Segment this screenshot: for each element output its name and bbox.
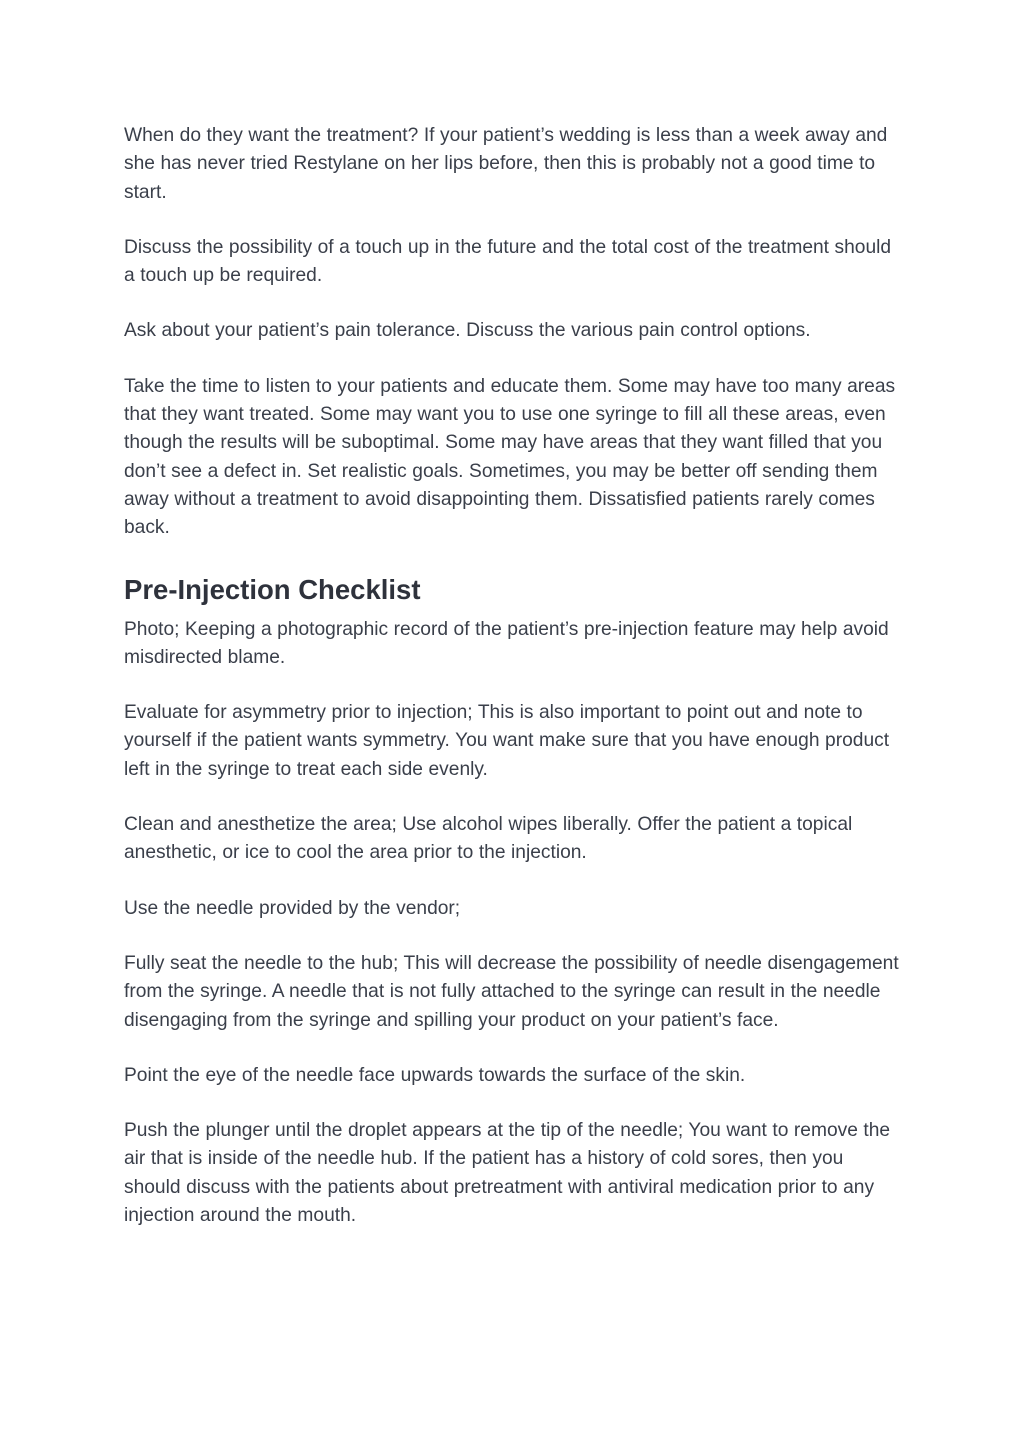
paragraph-gap (124, 868, 904, 895)
checklist-item-eye: Point the eye of the needle face upwards towards the surface of the skin. (124, 1064, 746, 1086)
checklist-item-asymmetry: Evaluate for asymmetry prior to injection; This is also important to point out and note to yourself if the patient wants symmetry. You want make sure that you have enough product left in the syringe to treat each side evenly. (124, 702, 890, 780)
paragraph-gap (124, 207, 904, 234)
paragraph-gap (124, 784, 904, 811)
intro-paragraph-listen: Take the time to listen to your patients and educate them. Some may have too many areas that they want treated. Some may want you to use one syringe to fill all these areas, even though the results will be suboptimal. Some may have areas that they want filled that you don’t see a defect in. Set realistic goals. Sometimes, you may be better off sending them away without a treatment to avoid disappointing them. Dissatisfied patients rarely comes back. (124, 375, 896, 539)
checklist-item-needle: Use the needle provided by the vendor; (124, 897, 461, 919)
checklist-item-hub: Fully seat the needle to the hub; This will decrease the possibility of needle disengagement from the syringe. A needle that is not fully attached to the syringe can result in the needle disengaging from the syringe and spilling your product on your patient’s face. (124, 952, 899, 1031)
document-page (124, 122, 904, 1230)
paragraph-gap (124, 923, 904, 950)
intro-paragraph-pain: Ask about your patient’s pain tolerance. Discuss the various pain control options. (124, 320, 811, 342)
intro-paragraph-touch-up: Discuss the possibility of a touch up in the future and the total cost of the treatment should a touch up be required. (124, 236, 892, 287)
paragraph-gap (124, 290, 904, 317)
checklist-item-photo: Photo; Keeping a photographic record of the patient’s pre-injection feature may help avoid misdirected blame. (124, 618, 889, 668)
paragraph-gap (124, 1035, 904, 1062)
checklist-item-plunger: Push the plunger until the droplet appears at the tip of the needle; You want to remove the air that is inside of the needle hub. If the patient has a history of cold sores, then you should discuss with the patients about pretreatment with antiviral medication prior to any injection around the mouth. (124, 1120, 891, 1227)
paragraph-gap (124, 543, 904, 570)
paragraph-gap (124, 1090, 904, 1117)
section-heading: Pre-Injection Checklist (124, 573, 421, 605)
paragraph-gap (124, 672, 904, 699)
paragraph-gap (124, 346, 904, 373)
checklist-item-clean: Clean and anesthetize the area; Use alcohol wipes liberally. Offer the patient a topical anesthetic, or ice to cool the area prior to the injection. (124, 814, 853, 864)
intro-paragraph-timing: When do they want the treatment? If your patient’s wedding is less than a week away and she has never tried Restylane on her lips before, then this is probably not a good time to start. (124, 125, 888, 203)
